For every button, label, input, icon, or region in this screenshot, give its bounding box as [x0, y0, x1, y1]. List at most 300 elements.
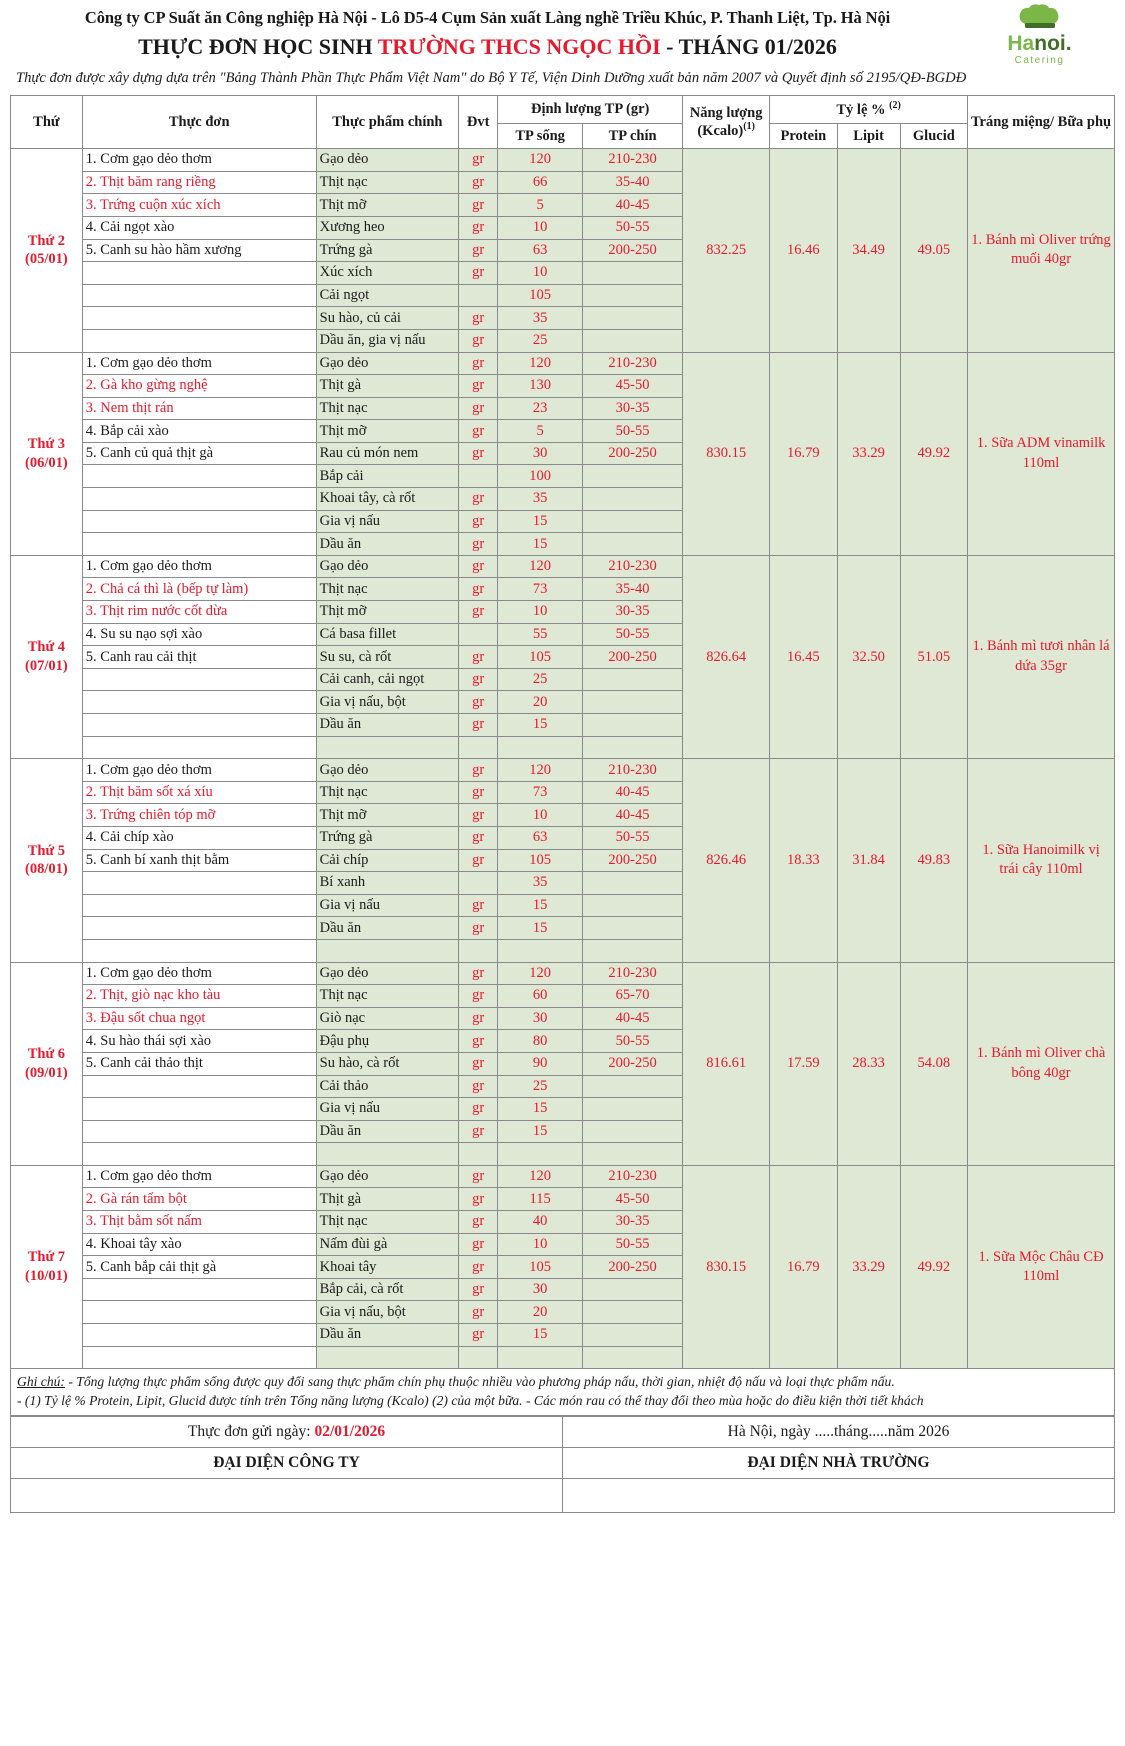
unit-cell: gr: [459, 691, 498, 714]
table-row: [11, 352, 1115, 375]
cooked-weight-cell: [583, 691, 683, 714]
cooked-weight-cell: [583, 714, 683, 737]
cooked-weight-cell: 30-35: [583, 1211, 683, 1234]
energy-cell: 830.15: [683, 1165, 770, 1368]
dish-cell: 2. Gà kho gừng nghệ: [82, 375, 316, 398]
dish-cell: 1. Cơm gạo dẻo thơm: [82, 962, 316, 985]
signature-blank-row: [11, 1478, 1115, 1512]
note-line-1: Ghi chú: - Tổng lượng thực phẩm sống được quy đổi sang thực phẩm chín phụ thuộc nhiều vào phương pháp nấu, thời gian, nhiệt độ nấu và loại thực phẩm nấu.: [17, 1374, 895, 1390]
ingredient-cell: Gạo dẻo: [316, 352, 458, 375]
unit-cell: gr: [459, 1211, 498, 1234]
ingredient-cell: Giò nạc: [316, 1007, 458, 1030]
raw-weight-cell: 15: [498, 1324, 583, 1347]
th-lipit: Lipit: [837, 123, 900, 149]
cooked-weight-cell: [583, 668, 683, 691]
dish-cell: 2. Gà rán tẩm bột: [82, 1188, 316, 1211]
dish-cell: 3. Nem thịt rán: [82, 397, 316, 420]
ingredient-cell: Cải thảo: [316, 1075, 458, 1098]
cooked-weight-cell: 30-35: [583, 397, 683, 420]
raw-weight-cell: 73: [498, 781, 583, 804]
protein-cell: 17.59: [770, 962, 837, 1165]
ingredient-cell: Gạo dẻo: [316, 962, 458, 985]
dish-cell: 4. Su hào thái sợi xào: [82, 1030, 316, 1053]
unit-cell: gr: [459, 1052, 498, 1075]
dish-cell: [82, 488, 316, 511]
th-thu: Thứ: [11, 96, 83, 149]
raw-weight-cell: 30: [498, 442, 583, 465]
dish-cell: 5. Canh su hào hầm xương: [82, 239, 316, 262]
raw-weight-cell: 30: [498, 1007, 583, 1030]
unit-cell: gr: [459, 352, 498, 375]
glucid-cell: 54.08: [900, 962, 967, 1165]
ingredient-cell: Rau củ món nem: [316, 442, 458, 465]
cooked-weight-cell: [583, 510, 683, 533]
lipit-cell: 33.29: [837, 352, 900, 555]
day-name: Thứ 5: [27, 842, 66, 859]
ingredient-cell: Gia vị nấu: [316, 510, 458, 533]
dish-cell: 4. Su su nạo sợi xào: [82, 623, 316, 646]
cooked-weight-cell: 210-230: [583, 149, 683, 172]
raw-weight-cell: 120: [498, 962, 583, 985]
dish-cell: [82, 533, 316, 556]
unit-cell: gr: [459, 510, 498, 533]
dish-cell: [82, 917, 316, 940]
ingredient-cell: Cải ngọt: [316, 284, 458, 307]
ingredient-cell: Thịt gà: [316, 375, 458, 398]
day-cell: [11, 962, 83, 1165]
cooked-weight-cell: 210-230: [583, 1165, 683, 1188]
energy-cell: 826.46: [683, 759, 770, 962]
cooked-weight-cell: 50-55: [583, 216, 683, 239]
unit-cell: gr: [459, 216, 498, 239]
ingredient-cell: Thịt nạc: [316, 781, 458, 804]
cooked-weight-cell: 50-55: [583, 623, 683, 646]
ingredient-cell: Gạo dẻo: [316, 1165, 458, 1188]
unit-cell: gr: [459, 759, 498, 782]
ingredient-cell: [316, 939, 458, 962]
protein-cell: 16.79: [770, 1165, 837, 1368]
unit-cell: [459, 939, 498, 962]
raw-weight-cell: 10: [498, 601, 583, 624]
unit-cell: gr: [459, 555, 498, 578]
unit-cell: gr: [459, 781, 498, 804]
dish-cell: 1. Cơm gạo dẻo thơm: [82, 149, 316, 172]
dish-cell: 3. Đậu sốt chua ngọt: [82, 1007, 316, 1030]
lipit-cell: 31.84: [837, 759, 900, 962]
th-thuc-pham-chinh: Thực phẩm chính: [316, 96, 458, 149]
dish-cell: 3. Trứng chiên tóp mỡ: [82, 804, 316, 827]
raw-weight-cell: [498, 939, 583, 962]
unit-cell: gr: [459, 1075, 498, 1098]
cooked-weight-cell: 50-55: [583, 1030, 683, 1053]
raw-weight-cell: 120: [498, 352, 583, 375]
unit-cell: gr: [459, 533, 498, 556]
day-date: (06/01): [25, 454, 68, 471]
lipit-cell: 28.33: [837, 962, 900, 1165]
raw-weight-cell: 23: [498, 397, 583, 420]
cooked-weight-cell: [583, 262, 683, 285]
dish-cell: [82, 1120, 316, 1143]
day-cell: [11, 555, 83, 758]
table-row: [11, 962, 1115, 985]
raw-weight-cell: 15: [498, 1120, 583, 1143]
raw-weight-cell: 25: [498, 329, 583, 352]
raw-weight-cell: 73: [498, 578, 583, 601]
raw-weight-cell: 20: [498, 1301, 583, 1324]
cooked-weight-cell: 45-50: [583, 1188, 683, 1211]
unit-cell: gr: [459, 826, 498, 849]
protein-cell: 18.33: [770, 759, 837, 962]
cooked-weight-cell: 65-70: [583, 985, 683, 1008]
menu-table: [10, 95, 1115, 1369]
ingredient-cell: Dầu ăn: [316, 917, 458, 940]
cooked-weight-cell: [583, 1278, 683, 1301]
cooked-weight-cell: 200-250: [583, 1052, 683, 1075]
raw-weight-cell: 15: [498, 510, 583, 533]
dish-cell: 5. Canh cải thảo thịt: [82, 1052, 316, 1075]
ingredient-cell: Thịt mỡ: [316, 194, 458, 217]
th-dinh-luong: Định lượng TP (gr): [498, 96, 683, 124]
day-name: Thứ 6: [27, 1045, 66, 1062]
unit-cell: gr: [459, 601, 498, 624]
unit-cell: gr: [459, 1301, 498, 1324]
dish-cell: 2. Thịt băm sốt xá xíu: [82, 781, 316, 804]
title-suffix: - THÁNG 01/2026: [660, 34, 837, 59]
raw-weight-cell: 10: [498, 262, 583, 285]
ingredient-cell: Thịt nạc: [316, 171, 458, 194]
note-line-2: - (1) Tỷ lệ % Protein, Lipit, Glucid được tính trên Tổng năng lượng (Kcalo) (2) của một bữa. - Các món rau có thể thay đổi theo mùa hoặc do điều kiện thời tiết khách: [17, 1392, 924, 1408]
dish-cell: [82, 510, 316, 533]
dish-cell: 4. Cải ngọt xào: [82, 216, 316, 239]
glucid-cell: 49.92: [900, 1165, 967, 1368]
raw-weight-cell: 35: [498, 307, 583, 330]
ingredient-cell: Dầu ăn: [316, 714, 458, 737]
raw-weight-cell: 120: [498, 759, 583, 782]
cooked-weight-cell: 50-55: [583, 420, 683, 443]
raw-weight-cell: 30: [498, 1278, 583, 1301]
cooked-weight-cell: 35-40: [583, 578, 683, 601]
dish-cell: 3. Trứng cuộn xúc xích: [82, 194, 316, 217]
day-name: Thứ 3: [27, 435, 66, 452]
raw-weight-cell: 15: [498, 917, 583, 940]
school-signature-title: ĐẠI DIỆN NHÀ TRƯỜNG: [563, 1447, 1115, 1478]
ingredient-cell: Su hào, cà rốt: [316, 1052, 458, 1075]
cooked-weight-cell: [583, 939, 683, 962]
ingredient-cell: Thịt mỡ: [316, 804, 458, 827]
ingredient-cell: [316, 736, 458, 759]
raw-weight-cell: [498, 736, 583, 759]
ingredient-cell: Gia vị nấu: [316, 894, 458, 917]
lipit-cell: 34.49: [837, 149, 900, 352]
cooked-weight-cell: 30-35: [583, 601, 683, 624]
ingredient-cell: Nấm đùi gà: [316, 1233, 458, 1256]
raw-weight-cell: 115: [498, 1188, 583, 1211]
signature-table: [10, 1416, 1115, 1513]
cooked-weight-cell: [583, 329, 683, 352]
raw-weight-cell: 66: [498, 171, 583, 194]
ingredient-cell: Thịt mỡ: [316, 420, 458, 443]
cooked-weight-cell: 40-45: [583, 194, 683, 217]
day-name: Thứ 4: [27, 639, 66, 656]
dish-cell: 4. Bắp cải xào: [82, 420, 316, 443]
unit-cell: gr: [459, 307, 498, 330]
dish-cell: [82, 1278, 316, 1301]
raw-weight-cell: 120: [498, 1165, 583, 1188]
day-cell: [11, 352, 83, 555]
sent-row: [11, 1416, 1115, 1447]
day-date: (07/01): [25, 658, 68, 675]
day-cell: [11, 149, 83, 352]
day-date: (05/01): [25, 251, 68, 268]
footer-notes: [10, 1369, 1115, 1416]
unit-cell: gr: [459, 917, 498, 940]
raw-weight-cell: 63: [498, 239, 583, 262]
cooked-weight-cell: 210-230: [583, 759, 683, 782]
ingredient-cell: Xúc xích: [316, 262, 458, 285]
table-head: [11, 96, 1115, 149]
th-dvt: Đvt: [459, 96, 498, 149]
table-row: [11, 1165, 1115, 1188]
raw-weight-cell: 105: [498, 646, 583, 669]
document-subtitle: Thực đơn được xây dựng dựa trên "Bảng Thành Phần Thực Phẩm Việt Nam" do Bộ Y Tế, Viện Dinh Dưỡng xuất bản năm 2007 và Quyết định số 2195/QĐ-BGDĐ: [16, 70, 967, 86]
raw-weight-cell: 10: [498, 1233, 583, 1256]
dessert-cell: 1. Sữa Mộc Châu CĐ 110ml: [968, 1165, 1115, 1368]
protein-cell: 16.46: [770, 149, 837, 352]
raw-weight-cell: 105: [498, 849, 583, 872]
ingredient-cell: Su su, cà rốt: [316, 646, 458, 669]
unit-cell: [459, 465, 498, 488]
ingredient-cell: Gia vị nấu: [316, 1098, 458, 1121]
raw-weight-cell: 5: [498, 194, 583, 217]
hanoi-catering-logo: [972, 4, 1107, 66]
table-row: [11, 149, 1115, 172]
dessert-cell: 1. Bánh mì tươi nhân lá dứa 35gr: [968, 555, 1115, 758]
note-label: Ghi chú:: [17, 1374, 65, 1390]
raw-weight-cell: 15: [498, 894, 583, 917]
raw-weight-cell: 80: [498, 1030, 583, 1053]
unit-cell: [459, 736, 498, 759]
page-title: [10, 34, 1115, 60]
unit-cell: gr: [459, 1256, 498, 1279]
unit-cell: gr: [459, 1007, 498, 1030]
ingredient-cell: Cải canh, cải ngọt: [316, 668, 458, 691]
ingredient-cell: Gia vị nấu, bột: [316, 1301, 458, 1324]
cooked-weight-cell: [583, 307, 683, 330]
ingredient-cell: Gạo dẻo: [316, 149, 458, 172]
cooked-weight-cell: 210-230: [583, 962, 683, 985]
dish-cell: [82, 736, 316, 759]
table-header-row-1: [11, 96, 1115, 124]
th-tp-song: TP sống: [498, 123, 583, 149]
dessert-cell: 1. Sữa ADM vinamilk 110ml: [968, 352, 1115, 555]
company-signature-title: ĐẠI DIỆN CÔNG TY: [11, 1447, 563, 1478]
cooked-weight-cell: [583, 1324, 683, 1347]
cooked-weight-cell: [583, 1120, 683, 1143]
th-thuc-don: Thực đơn: [82, 96, 316, 149]
raw-weight-cell: 90: [498, 1052, 583, 1075]
ingredient-cell: Gia vị nấu, bột: [316, 691, 458, 714]
dessert-cell: 1. Bánh mì Oliver trứng muối 40gr: [968, 149, 1115, 352]
raw-weight-cell: 63: [498, 826, 583, 849]
logo-wordmark: Hanoi.: [1007, 32, 1072, 55]
cooked-weight-cell: 45-50: [583, 375, 683, 398]
unit-cell: gr: [459, 646, 498, 669]
unit-cell: [459, 284, 498, 307]
dish-cell: [82, 307, 316, 330]
dish-cell: [82, 939, 316, 962]
raw-weight-cell: 25: [498, 668, 583, 691]
table-row: [11, 759, 1115, 782]
raw-weight-cell: 10: [498, 804, 583, 827]
cooked-weight-cell: 200-250: [583, 849, 683, 872]
lipit-cell: 33.29: [837, 1165, 900, 1368]
cooked-weight-cell: [583, 872, 683, 895]
dish-cell: [82, 1098, 316, 1121]
unit-cell: gr: [459, 149, 498, 172]
day-date: (08/01): [25, 861, 68, 878]
raw-weight-cell: 25: [498, 1075, 583, 1098]
energy-cell: 830.15: [683, 352, 770, 555]
dish-cell: 1. Cơm gạo dẻo thơm: [82, 352, 316, 375]
raw-weight-cell: 55: [498, 623, 583, 646]
cooked-weight-cell: 200-250: [583, 646, 683, 669]
day-name: Thứ 2: [27, 232, 66, 249]
ingredient-cell: Thịt nạc: [316, 985, 458, 1008]
dish-cell: [82, 1075, 316, 1098]
unit-cell: gr: [459, 668, 498, 691]
th-ty-le: Tỷ lệ % $^{(2)}$: [770, 96, 968, 124]
dessert-cell: 1. Bánh mì Oliver chà bông 40gr: [968, 962, 1115, 1165]
unit-cell: gr: [459, 1098, 498, 1121]
chef-hat-icon: [1017, 4, 1063, 30]
ingredient-cell: Trứng gà: [316, 239, 458, 262]
title-school: TRƯỜNG THCS NGỌC HỒI: [377, 34, 661, 59]
dish-cell: 5. Canh bắp cải thịt gà: [82, 1256, 316, 1279]
signature-title-row: [11, 1447, 1115, 1478]
raw-weight-cell: 130: [498, 375, 583, 398]
dessert-cell: 1. Sữa Hanoimilk vị trái cây 110ml: [968, 759, 1115, 962]
raw-weight-cell: 20: [498, 691, 583, 714]
cooked-weight-cell: [583, 1098, 683, 1121]
unit-cell: gr: [459, 194, 498, 217]
unit-cell: gr: [459, 962, 498, 985]
dish-cell: 2. Chả cá thì là (bếp tự làm): [82, 578, 316, 601]
unit-cell: gr: [459, 1165, 498, 1188]
ingredient-cell: Bắp cải, cà rốt: [316, 1278, 458, 1301]
unit-cell: [459, 872, 498, 895]
ingredient-cell: Khoai tây, cà rốt: [316, 488, 458, 511]
ingredient-cell: Cá basa fillet: [316, 623, 458, 646]
raw-weight-cell: 60: [498, 985, 583, 1008]
cooked-weight-cell: [583, 1075, 683, 1098]
company-signature-space: [11, 1478, 563, 1512]
cooked-weight-cell: [583, 1301, 683, 1324]
dish-cell: [82, 1143, 316, 1166]
cooked-weight-cell: 200-250: [583, 1256, 683, 1279]
sent-date-cell: Thực đơn gửi ngày: 02/01/2026: [11, 1416, 563, 1447]
dish-cell: 5. Canh rau cải thịt: [82, 646, 316, 669]
dish-cell: [82, 465, 316, 488]
unit-cell: gr: [459, 804, 498, 827]
dish-cell: [82, 668, 316, 691]
ingredient-cell: Dầu ăn, gia vị nấu: [316, 329, 458, 352]
ingredient-cell: Trứng gà: [316, 826, 458, 849]
dish-cell: 1. Cơm gạo dẻo thơm: [82, 1165, 316, 1188]
unit-cell: [459, 623, 498, 646]
cooked-weight-cell: 210-230: [583, 555, 683, 578]
ingredient-cell: Bí xanh: [316, 872, 458, 895]
cooked-weight-cell: [583, 488, 683, 511]
unit-cell: gr: [459, 329, 498, 352]
unit-cell: gr: [459, 894, 498, 917]
table-row: [11, 555, 1115, 578]
table-body: [11, 149, 1115, 1369]
ingredient-cell: Dầu ăn: [316, 533, 458, 556]
unit-cell: gr: [459, 849, 498, 872]
raw-weight-cell: [498, 1346, 583, 1369]
dish-cell: 5. Canh củ quả thịt gà: [82, 442, 316, 465]
cooked-weight-cell: [583, 894, 683, 917]
energy-cell: 832.25: [683, 149, 770, 352]
glucid-cell: 49.83: [900, 759, 967, 962]
dish-cell: [82, 329, 316, 352]
unit-cell: gr: [459, 239, 498, 262]
cooked-weight-cell: 200-250: [583, 442, 683, 465]
ingredient-cell: Dầu ăn: [316, 1120, 458, 1143]
ingredient-cell: Xương heo: [316, 216, 458, 239]
raw-weight-cell: 120: [498, 555, 583, 578]
cooked-weight-cell: 40-45: [583, 781, 683, 804]
raw-weight-cell: 15: [498, 714, 583, 737]
th-tp-chin: TP chín: [583, 123, 683, 149]
cooked-weight-cell: [583, 736, 683, 759]
cooked-weight-cell: 50-55: [583, 826, 683, 849]
raw-weight-cell: 120: [498, 149, 583, 172]
dish-cell: 3. Thịt rim nước cốt dừa: [82, 601, 316, 624]
lipit-cell: 32.50: [837, 555, 900, 758]
day-date: (09/01): [25, 1064, 68, 1081]
unit-cell: gr: [459, 1120, 498, 1143]
place-date-cell: Hà Nội, ngày .....tháng.....năm 2026: [563, 1416, 1115, 1447]
dish-cell: [82, 894, 316, 917]
dish-cell: [82, 1301, 316, 1324]
unit-cell: gr: [459, 1188, 498, 1211]
dish-cell: 4. Khoai tây xào: [82, 1233, 316, 1256]
raw-weight-cell: 15: [498, 1098, 583, 1121]
dish-cell: [82, 262, 316, 285]
ingredient-cell: Thịt nạc: [316, 578, 458, 601]
energy-cell: 826.64: [683, 555, 770, 758]
ingredient-cell: Thịt mỡ: [316, 601, 458, 624]
unit-cell: gr: [459, 714, 498, 737]
raw-weight-cell: 35: [498, 872, 583, 895]
energy-cell: 816.61: [683, 962, 770, 1165]
ingredient-cell: Thịt gà: [316, 1188, 458, 1211]
company-name: Công ty CP Suất ăn Công nghiệp Hà Nội - Lô D5-4 Cụm Sản xuất Làng nghề Triều Khúc, P. Thanh Liệt, Tp. Hà Nội: [84, 8, 891, 27]
day-name: Thứ 7: [27, 1249, 66, 1266]
dish-cell: 1. Cơm gạo dẻo thơm: [82, 759, 316, 782]
unit-cell: gr: [459, 1324, 498, 1347]
ingredient-cell: Khoai tây: [316, 1256, 458, 1279]
cooked-weight-cell: 35-40: [583, 171, 683, 194]
ingredient-cell: [316, 1143, 458, 1166]
unit-cell: gr: [459, 1030, 498, 1053]
protein-cell: 16.79: [770, 352, 837, 555]
unit-cell: [459, 1143, 498, 1166]
ingredient-cell: Cải chíp: [316, 849, 458, 872]
cooked-weight-cell: 40-45: [583, 804, 683, 827]
dish-cell: [82, 1346, 316, 1369]
